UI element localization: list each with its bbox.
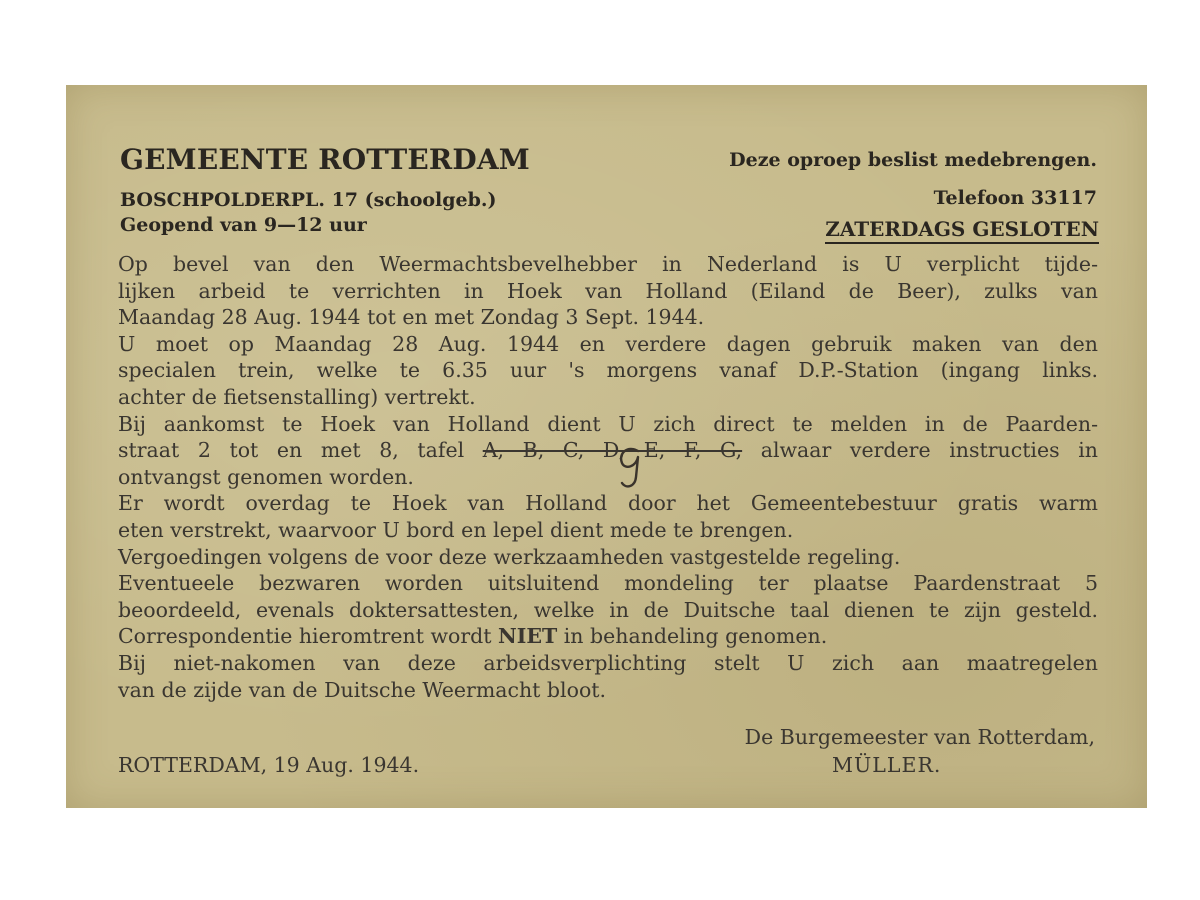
body-line: Bij niet-nakomen van deze arbeidsverplichting stelt U zich aan maatregelen [118, 650, 1098, 675]
bring-notice-instruction: Deze oproep beslist medebrengen. [729, 149, 1097, 171]
body-line: Eventueele bezwaren worden uitsluitend mondeling ter plaatse Paardenstraat 5 [118, 571, 1098, 596]
body-line-correspondence [118, 623, 1098, 650]
body-line: Er wordt overdag te Hoek van Holland door het Gemeentebestuur gratis warm [118, 491, 1098, 516]
niet-emphasis: NIET [498, 624, 558, 649]
summons-card [66, 85, 1147, 808]
table-text-after: alwaar verdere instructies in [742, 438, 1098, 463]
handwritten-g-mark [614, 443, 648, 493]
municipality-title: GEMEENTE ROTTERDAM [120, 143, 530, 176]
body-line: beoordeeld, evenals doktersattesten, welke in de Duitsche taal dienen te zijn gesteld. [118, 597, 1098, 622]
body-line: Op bevel van den Weermachtsbevelhebber in Nederland is U verplicht tijde- [118, 252, 1098, 276]
body-line: eten verstrekt, waarvoor U bord en lepel dient mede te brengen. [118, 517, 794, 542]
body-line: ontvangst genomen worden. [118, 464, 414, 489]
correspondence-text-after: in behandeling genomen. [557, 624, 828, 649]
saturday-closed-notice: ZATERDAGS GESLOTEN [825, 217, 1099, 244]
body-line-table [118, 437, 1098, 464]
body-line: achter de fietsenstalling) vertrekt. [118, 384, 476, 409]
body-line: van de zijde van de Duitsche Weermacht bloot. [118, 677, 607, 702]
body-line: Vergoedingen volgens de voor deze werkzaamheden vastgestelde regeling. [118, 544, 901, 569]
body-line: Bij aankomst te Hoek van Holland dient U zich direct te melden in de Paarden- [118, 411, 1098, 436]
body-line: Maandag 28 Aug. 1944 tot en met Zondag 3 Sept. 1944. [118, 305, 705, 330]
place-and-date: ROTTERDAM, 19 Aug. 1944. [118, 753, 420, 777]
mayor-name: MÜLLER. [832, 753, 942, 777]
body-line: lijken arbeid te verrichten in Hoek van Holland (Eiland de Beer), zulks van [118, 278, 1098, 303]
opening-hours: Geopend van 9—12 uur [120, 214, 367, 236]
correspondence-text-before: Correspondentie hieromtrent wordt [118, 624, 499, 649]
summons-body [118, 251, 1098, 703]
struck-table-letters: A, B, C, D, E, F, G, [482, 438, 743, 463]
body-line: specialen trein, welke te 6.35 uur 's morgens vanaf D.P.-Station (ingang links. [118, 358, 1098, 383]
phone-number: Telefoon 33117 [933, 187, 1097, 209]
mayor-title: De Burgemeester van Rotterdam, [744, 725, 1095, 749]
office-address: BOSCHPOLDERPL. 17 (schoolgeb.) [120, 189, 497, 211]
body-line: U moet op Maandag 28 Aug. 1944 en verdere dagen gebruik maken van den [118, 331, 1098, 356]
table-text-before: straat 2 tot en met 8, tafel [118, 438, 483, 463]
